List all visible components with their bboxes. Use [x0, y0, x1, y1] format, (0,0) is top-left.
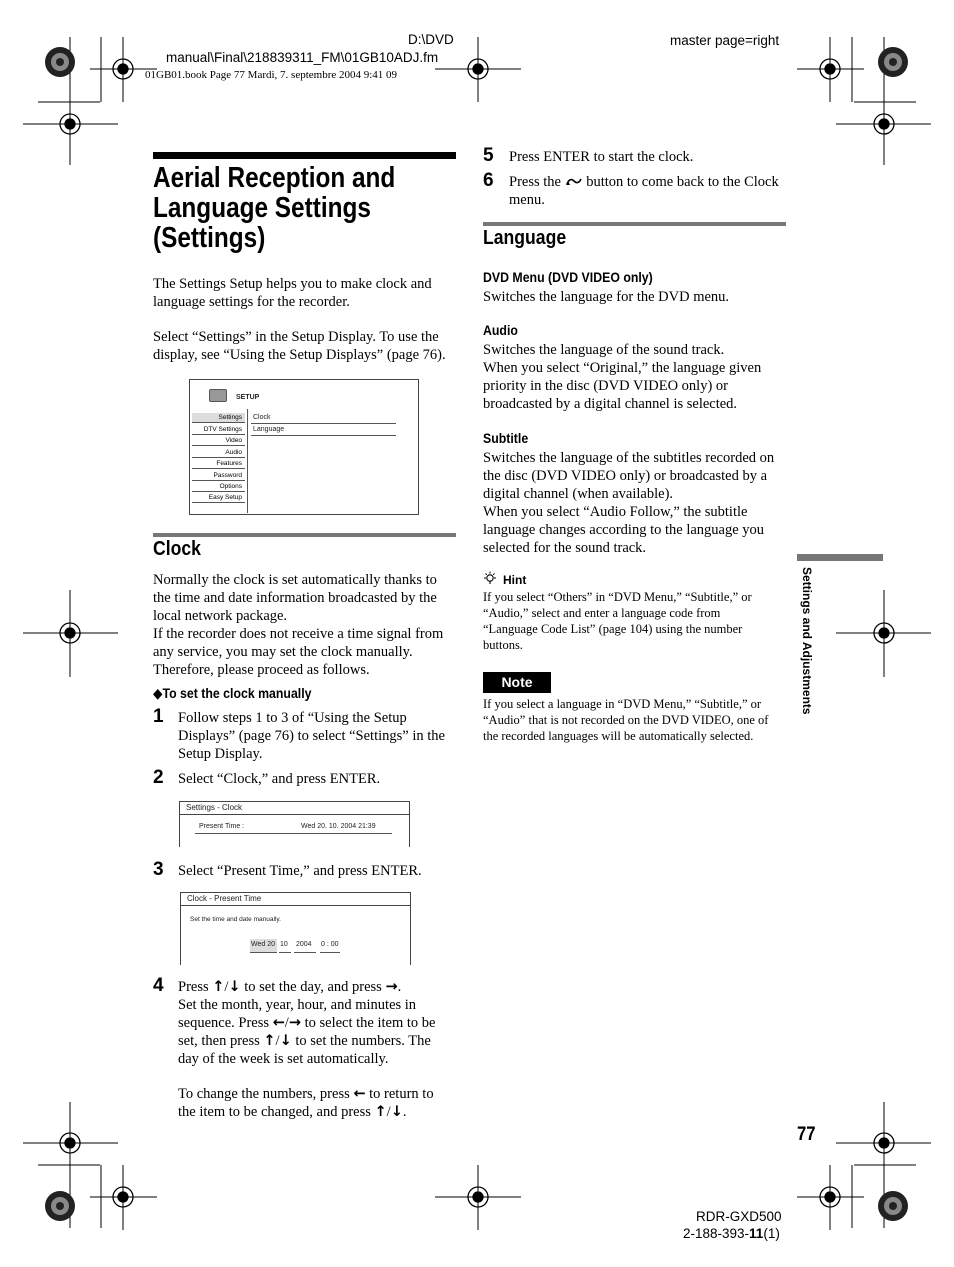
clock-line: Therefore, please proceed as follows.	[153, 662, 370, 678]
set-clock-subhead: ◆To set the clock manually	[153, 685, 312, 701]
subtitle-heading: Subtitle	[483, 430, 529, 446]
header-path-line2: manual\Final\218839311_FM\01GB10ADJ.fm	[166, 50, 439, 65]
step-4-sequence-text: sequence. Press	[178, 1015, 270, 1031]
setup-option-language-label: Language	[253, 426, 285, 433]
setup-menu-audio[interactable]: Audio	[192, 448, 245, 458]
hint-line: buttons.	[483, 638, 523, 652]
subtitle-line: language changes according to the language you	[483, 522, 765, 538]
step-3-number: 3	[153, 859, 164, 880]
audio-heading: Audio	[483, 322, 518, 338]
step-4-line-d: set, then press ↑/↓ to set the numbers. The	[178, 1033, 431, 1049]
step-line: Follow steps 1 to 3 of “Using the Setup	[178, 710, 407, 726]
up-arrow-icon: ↑	[263, 1033, 276, 1049]
language-heading: Language	[483, 227, 567, 249]
hint-text	[483, 589, 793, 653]
header-path-line1: D:\DVD	[408, 32, 454, 47]
audio-line: Switches the language of the sound track.	[483, 342, 725, 358]
step-4-line-f	[178, 1085, 463, 1103]
intro-line: Select “Settings” in the Setup Display. To use the	[153, 329, 439, 345]
page-title	[153, 163, 441, 253]
step-4-line-g: the item to be changed, and press ↑/↓.	[178, 1104, 407, 1120]
clock-line: local network package.	[153, 608, 288, 624]
footer-code-number: 11	[749, 1226, 764, 1241]
step-6-line-a	[509, 173, 794, 191]
title-rule	[153, 152, 456, 159]
setup-option-clock[interactable]	[251, 413, 396, 424]
clock-line: If the recorder does not receive a time signal from	[153, 626, 444, 642]
step-5-text: Press ENTER to start the clock.	[509, 149, 694, 165]
day-field[interactable]	[250, 939, 277, 953]
step-4-set-numbers-text: to set the numbers. The	[295, 1033, 431, 1049]
side-tab	[798, 567, 818, 727]
subtitle-line: When you select “Audio Follow,” the subtitle	[483, 504, 748, 520]
subtitle-text	[483, 449, 793, 557]
year-field-value: 2004	[296, 941, 312, 948]
present-time-screen	[180, 892, 411, 965]
time-field[interactable]	[320, 939, 340, 953]
setup-menu-options[interactable]: Options	[192, 482, 245, 492]
down-arrow-icon: ↓	[390, 1104, 403, 1120]
step-3-text: Select “Present Time,” and press ENTER.	[178, 863, 422, 879]
page-title-line2: Language Settings	[153, 192, 371, 224]
setup-option-clock-label: Clock	[253, 414, 271, 421]
left-arrow-icon: ←	[272, 1015, 285, 1031]
present-time-row[interactable]	[195, 822, 392, 834]
step-line: day of the week is set automatically.	[178, 1051, 389, 1067]
setup-menu-password[interactable]: Password	[192, 471, 245, 481]
side-tab-bar	[797, 554, 883, 561]
note-line: the recorded languages will be automatically selected.	[483, 729, 754, 743]
step-line: Setup Display.	[178, 746, 263, 762]
header-book-line: 01GB01.book Page 77 Mardi, 7. septembre 2004 9:41 09	[145, 69, 398, 81]
up-arrow-icon: ↑	[374, 1104, 387, 1120]
present-time-screen-title: Clock - Present Time	[187, 894, 262, 903]
setup-option-language[interactable]	[251, 425, 396, 436]
subtitle-line: the disc (DVD VIDEO only) or broadcasted by a	[483, 468, 768, 484]
step-4-then-press-text: set, then press	[178, 1033, 260, 1049]
page-number: 77	[797, 1124, 816, 1145]
side-tab-label: Settings and Adjustments	[800, 567, 814, 715]
hint-line: If you select “Others” in “DVD Menu,” “Subtitle,” or	[483, 590, 752, 604]
step-1-number: 1	[153, 706, 164, 727]
left-arrow-icon: ←	[353, 1086, 366, 1102]
clock-line: the time and date information broadcasted by the	[153, 590, 437, 606]
intro-line: display, see “Using the Setup Displays” (page 76).	[153, 347, 446, 363]
down-arrow-icon: ↓	[228, 979, 241, 995]
audio-text	[483, 341, 793, 413]
right-arrow-icon: →	[288, 1015, 301, 1031]
up-arrow-icon: ↑	[212, 979, 225, 995]
setup-menu-settings[interactable]: Settings	[192, 413, 245, 423]
clock-paragraph	[153, 571, 463, 679]
step-6-number: 6	[483, 170, 494, 191]
step-4-text	[178, 978, 463, 1121]
audio-line: broadcasted by a digital channel is selected.	[483, 396, 738, 412]
setup-menu-video[interactable]: Video	[192, 436, 245, 446]
note-text	[483, 696, 793, 744]
clock-screen-titlebar	[180, 802, 409, 815]
step-4-line-a: Press ↑/↓ to set the day, and press →.	[178, 979, 402, 995]
note-label: Note	[483, 672, 551, 693]
page-title-line3: (Settings)	[153, 222, 266, 254]
step-6-text	[509, 173, 794, 209]
step-6-button-text: button to come back to the Clock	[586, 174, 779, 190]
footer-code-prefix: 2-188-393-	[683, 1226, 750, 1241]
step-6-press-text: Press the	[509, 174, 561, 190]
clock-rule	[153, 533, 456, 537]
step-line: Displays” (page 76) to select “Settings” in the	[178, 728, 445, 744]
step-4-number: 4	[153, 975, 164, 996]
step-4-select-item-text: to select the item to be	[304, 1015, 436, 1031]
step-4-line-c: sequence. Press ←/→ to select the item to be	[178, 1015, 436, 1031]
present-time-value: Wed 20. 10. 2004 21:39	[301, 823, 376, 830]
clock-heading: Clock	[153, 538, 201, 560]
subtitle-line: selected for the sound track.	[483, 540, 647, 556]
setup-toolbox-icon	[209, 389, 227, 402]
subtitle-line: digital channel (when available).	[483, 486, 674, 502]
step-2-number: 2	[153, 767, 164, 788]
note-line: If you select a language in “DVD Menu,” “Subtitle,” or	[483, 697, 762, 711]
step-1-text	[178, 709, 463, 763]
clock-screen-title: Settings - Clock	[186, 803, 243, 812]
step-4-press-text: Press	[178, 979, 209, 995]
present-time-screen-titlebar	[181, 893, 410, 906]
footer-model: RDR-GXD500	[696, 1209, 782, 1224]
present-time-instruction: Set the time and date manually.	[190, 916, 281, 923]
hint-line: “Audio,” select and enter a language code from	[483, 606, 721, 620]
present-time-label: Present Time :	[199, 823, 245, 830]
clock-screen	[179, 801, 410, 847]
step-2-text: Select “Clock,” and press ENTER.	[178, 771, 381, 787]
subtitle-line: Switches the language of the subtitles recorded on	[483, 450, 775, 466]
step-4-change-text: To change the numbers, press	[178, 1086, 350, 1102]
dvd-menu-text: Switches the language for the DVD menu.	[483, 289, 730, 305]
dvd-menu-heading: DVD Menu (DVD VIDEO only)	[483, 269, 653, 285]
audio-line: When you select “Original,” the language given	[483, 360, 762, 376]
return-icon	[565, 176, 583, 187]
setup-menu-features[interactable]: Features	[192, 459, 245, 469]
intro-paragraph-1	[153, 275, 463, 311]
header-master-page: master page=right	[670, 33, 780, 48]
setup-menu-easy-setup[interactable]: Easy Setup	[192, 493, 245, 503]
intro-paragraph-2	[153, 328, 463, 364]
hint-label: Hint	[503, 573, 527, 587]
setup-title: SETUP	[236, 394, 260, 401]
step-4-set-day-text: to set the day, and press	[244, 979, 382, 995]
setup-screen	[189, 379, 419, 515]
intro-line: The Settings Setup helps you to make clock and	[153, 276, 432, 292]
month-field-value: 10	[280, 941, 288, 948]
step-line: Set the month, year, hour, and minutes in	[178, 997, 417, 1013]
step-5-number: 5	[483, 145, 494, 166]
step-line: menu.	[509, 192, 545, 208]
hint-line: “Language Code List” (page 104) using the number	[483, 622, 743, 636]
day-field-value: Wed 20	[251, 941, 275, 948]
language-rule	[483, 222, 786, 226]
intro-line: language settings for the recorder.	[153, 294, 350, 310]
month-field[interactable]	[279, 939, 291, 953]
page-title-line1: Aerial Reception and	[153, 162, 396, 194]
audio-line: priority in the disc (DVD VIDEO only) or	[483, 378, 728, 394]
spacer	[178, 1068, 463, 1085]
step-4-item-changed-text: the item to be changed, and press	[178, 1104, 371, 1120]
setup-menu-dtv-settings[interactable]: DTV Settings	[192, 425, 245, 435]
footer-code-suffix: (1)	[763, 1226, 780, 1241]
clock-line: Normally the clock is set automatically thanks to	[153, 572, 437, 588]
down-arrow-icon: ↓	[279, 1033, 292, 1049]
note-line: “Audio” that is not recorded on the DVD VIDEO, one of	[483, 713, 769, 727]
footer-code	[683, 1225, 780, 1242]
clock-line: any service, you may set the clock manually.	[153, 644, 413, 660]
time-field-value: 0 : 00	[321, 941, 339, 948]
step-4-return-text: to return to	[369, 1086, 434, 1102]
year-field[interactable]	[294, 939, 316, 953]
right-arrow-icon: →	[385, 979, 398, 995]
lightbulb-icon	[483, 571, 497, 587]
setup-menu-divider	[247, 409, 248, 513]
